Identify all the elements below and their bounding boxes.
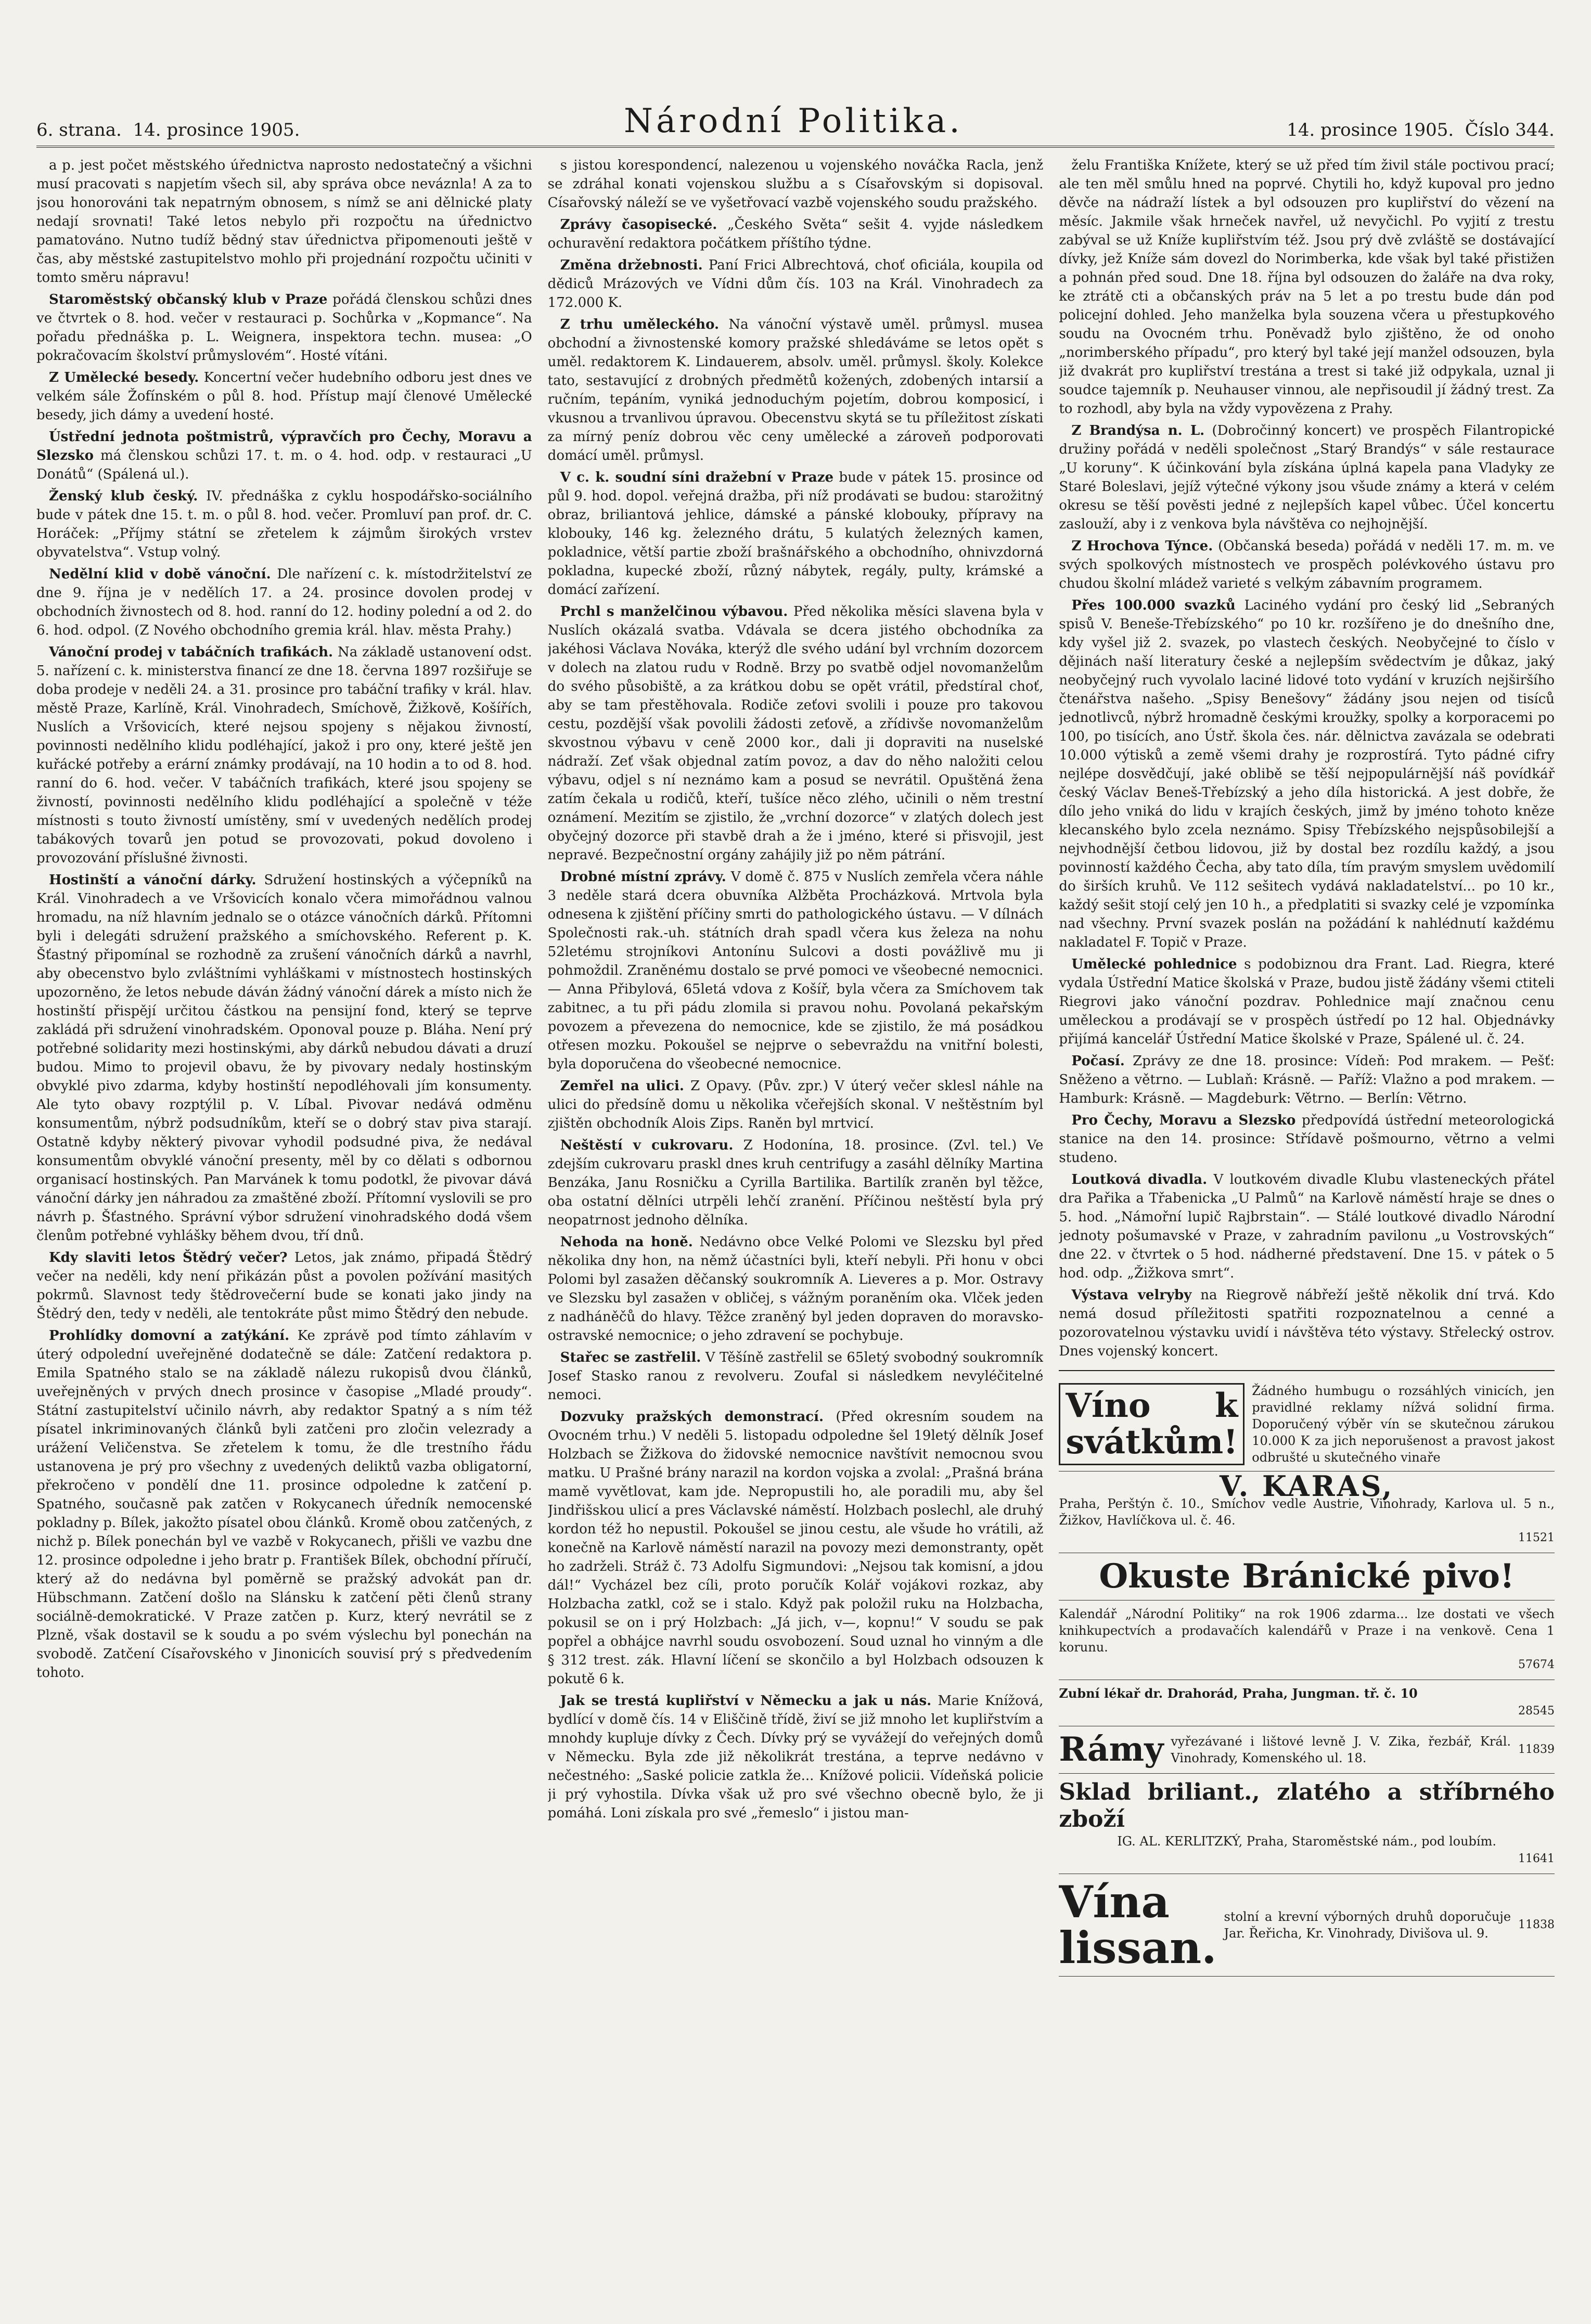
article-heading: Výstava velryby: [1071, 1287, 1192, 1303]
article-heading: Umělecké pohlednice: [1071, 957, 1237, 972]
article-heading: Kdy slaviti letos Štědrý večer?: [49, 1250, 288, 1266]
article-text: Marie Knížová, bydlící v domě čís. 14 v Eliščině třídě, živí se již mnoho let kupliřstvím a mnohdy kupluje dívky z Čech. Dívky prý se vyvážejí do veřejných domů v Německu. Byla zde již několikrát trestána, a teprve nedávno v nečestného: „Saské policie zatkla že... Knížové policii. Vídeňská policie ji prý vyhostila. Dívka však už pro své všechno obecně bylo, že ji pomáhá. Loni získala pro své „řemeslo“ i jistou man-: [547, 1693, 1044, 1821]
article-text: V Těšíně zastřelil se 65letý svobodný soukromník Josef Stasko ranou z revolveru. Zoufal si následkem nevyléčitelné nemoci.: [547, 1350, 1044, 1403]
article-heading: Ženský klub český.: [49, 488, 198, 504]
article-heading: Nedělní klid v době vánoční.: [49, 566, 271, 582]
article-text: s podobiznou dra Frant. Lad. Riegra, které vydala Ústřední Matice školská v Praze, budou jistě žádány všemi ctiteli Riegrovi jako vánoční pozdrav. Pohlednice mají značnou cenu uměleckou a prodávají se v prospěch ústředí po 12 hal. Objednávky přijímá kancelář Ústřední Matice školské v Praze, Spálené ul. č. 24.: [1059, 957, 1555, 1047]
article-text: V loutkovém divadle Klubu vlasteneckých přátel dra Pařika a Třabenicka „U Palmů“ na Karlově náměstí hraje se dnes o 5. hod. „Námořní lupič Rajbrstain“. — Stálé loutkové divadlo Národní jednoty pošumavské v Praze, v zahradním pavilonu „u Vostrovských“ dne 22. v čtvrtek o 5 hod. nádherné představení. Dne 15. v pátek o 5 hod. odp. „Žižkova smrt“.: [1059, 1172, 1555, 1281]
issue-number: Číslo 344.: [1465, 120, 1555, 140]
ad-ramy-code: 11839: [1518, 1743, 1555, 1756]
header-date: 14. prosince 1905.: [133, 120, 300, 140]
article-paragraph: [548, 1077, 1044, 1133]
article-paragraph: [36, 487, 532, 562]
article-text: Laciného vydání pro český lid „Sebraných spisů V. Beneše-Třebízského“ po 10 kr. rozšířeno je do dnešního dne, kdy vyšel již 2. svazek, po vlastech českých. Neobyčejné to číslo v dějinách naší literatury české a nejlepším svědectvím je důkaz, jaký neobyčejný ruch vyvolalo laciné lidové toto vydání v kruzích nejširšího čtenářstva našeho. „Spisy Benešovy“ žádány jsou nejen od tisíců jednotlivců, nýbrž hromadně českými kroužky, spolky a korporacemi po 100, po tisících, ano Ústř. škola čes. nár. dělnictva zavázala se odebrati 10.000 výtisků a země všemi drahy je rozprostírá. Tyto pádné cifry nejlépe dosvědčují, jaké oblibě se těší nejpopulárnější náš povídkář český Václav Beneš-Třebízský a jeho díla historická. A jest dobře, že dílo jeho vniká do lidu v krajích českých, jimž by jméno tohoto kněze klecanského bylo zcela neznámo. Spisy Třebízského nejspůsobilejší a nejvhodnější četbou lidovou, již by dostal bez rozdílu každý, a jsou povinností každého Čecha, aby tato díla, tím pravým smyslem uvědomilí do širších kruhů. Ve 112 sešitech vydává nakladatelství... po 10 kr., každý sešit stojí celý jen 10 h., a předplatiti si svazky celé je vzpomínka nad všechny. První svazek poslán na požádání k nahlédnutí každému nakladatel F. Topič v Praze.: [1059, 598, 1555, 950]
article-text: Z Hodonína, 18. prosince. (Zvl. tel.) Ve zdejším cukrovaru praskl dnes kruh centrifugy a zasáhl dělníky Martina Benzáka, Janu Rosničku a Cyrilla Bartilika. Bartilík zraněn byl těžce, oba ostatní dělníci utrpěli lehčí zranění. Příčinou neštěstí byla prý neopatrnost jednoho dělníka.: [547, 1138, 1044, 1228]
article-text: (Občanská beseda) pořádá v neděli 17. m. m. ve svých spolkových místnostech ve prospěch polévkového ústavu pro chudou školní mládež varieté s velkým zábavním programem.: [1059, 538, 1555, 591]
ad-karas-text: Praha, Perštýn č. 10., Smíchov vedle Austrie, Vinohrady, Karlova ul. 5 n., Žižkov, Havlíčkova ul. č. 46.: [1059, 1496, 1555, 1528]
ad-zubni-code: 28545: [1518, 1705, 1555, 1718]
article-paragraph: [36, 428, 532, 484]
ad-karas: [1059, 1471, 1555, 1553]
article-paragraph: [36, 1248, 532, 1323]
ad-sklad: [1059, 1774, 1555, 1874]
ad-sklad-code: 11641: [1518, 1852, 1555, 1865]
article-paragraph: [548, 1408, 1044, 1688]
ad-karas-title: V. KARAS,: [1220, 1469, 1394, 1503]
article-heading: Staroměstský občanský klub v Praze: [49, 292, 328, 307]
article-text: Před několika měsíci slavena byla v Nuslích okázalá svatba. Vdávala se dcera jistého obchodníka za jakéhosi Václava Nováka, kterýž dle svého udání byl vrchním dozorcem v dolech na zlatou rudu v Rodně. Brzy po svatbě odjel novomanželům do svého působiště, a za krátkou dobu se opět vrátil, předstíral choť, aby se tam přestěhovala. Rodiče zeťovi svolili i pouze pro takovou cestu, pozdější však povolili žádosti zeťově, a zřídivše novomanželům skvostnou výbavu v ceně 2000 kor., dali ji dopraviti na nuselské nádraží. Zeť však objednal zatím povoz, a dav do něho naložiti celou výbavu, odjel s ní neznámo kam a posud se nevrátil. Opuštěná žena zatím čekala u rodičů, kteří, tušíce něco zlého, učinili o něm trestní oznámení. Mezitím se zjistilo, že „vrchní dozorce“ v zlatých dolech jest obyčejný dozorce při stavbě drah a že i jméno, které si přisvojil, jest nepravé. Bezpečnostní orgány zahájily již po něm pátrání.: [547, 604, 1044, 863]
column-3-articles: [1059, 156, 1555, 1361]
ad-zubni: [1059, 1680, 1555, 1726]
article-heading: Dozvuky pražských demonstrací.: [560, 1409, 824, 1425]
article-paragraph: [1059, 955, 1555, 1049]
article-paragraph: [36, 156, 532, 287]
article-heading: Hostinští a vánoční dárky.: [49, 872, 256, 888]
article-paragraph: [548, 1233, 1044, 1345]
article-columns: [36, 156, 1555, 2262]
article-text: Dle nařízení c. k. místodržitelství ze dne 9. října je v nedělích 17. a 24. prosince dovolen prodej v obchodních živnostech od 8. hod. ranní do 12. hodiny polední a od 2. do 6. hod. odpol. (Z Nového obchodního gremia král. hlav. města Prahy.): [36, 566, 532, 638]
article-heading: Jak se trestá kupliřství v Německu a jak u nás.: [560, 1693, 932, 1709]
article-text: Zprávy ze dne 18. prosince: Vídeň: Pod mrakem. — Pešť: Sněženo a větrno. — Lublaň: Krásně. — Paříž: Vlažno a pod mrakem. — Hamburk: Krásně. — Magdeburk: Větrno. — Berlín: Větrno.: [1059, 1053, 1555, 1106]
article-paragraph: [36, 565, 532, 640]
article-text: Nedávno obce Velké Polomi ve Slezsku byl před několika dny hon, na němž účastníci byli, kteří nebyli. Při honu v obci Polomi byl zasažen děčanský soukromník A. Lieveres a p. Mor. Ostravy ve Slezsku byl zasažen v obličej, s vážným poraněním oka. Vlček jeden z nadháněčů do hlavy. Těžce zraněný byl jeden dopraven do moravsko-ostravské nemocnice; o jeho zdravení se pochybuje.: [547, 1234, 1044, 1344]
article-paragraph: [548, 256, 1044, 312]
article-paragraph: [1059, 156, 1555, 418]
article-heading: Loutková divadla.: [1071, 1172, 1208, 1187]
article-heading: Nehoda na honě.: [560, 1234, 693, 1250]
article-text: pořádá členskou schůzi dnes ve čtvrtek o 8. hod. večer v restauraci p. Sochůrka v „Kopmance“. Na pořadu přednáška p. L. Weignera, inspektora techn. musea: „O pokračovacím školství průmyslovém“. Hosté vítáni.: [36, 292, 532, 364]
article-text: a p. jest počet městského úřednictva naprosto nedostatečný a všichni musí pracovati s napjetím všech sil, aby správa obce neváznla! A za to jsou honorováni tak nepatrným obnosem, s nímž se ani dělnické platy nedají srovnati! Také letos nebylo při rozpočtu na úřednictvo pamatováno. Nutno tudíž bědný stav úřednictva připomenouti ještě v čas, aby městské zastupitelstvo mohlo při projednání rozpočtu učiniti v tomto směru nápravu!: [36, 158, 532, 286]
column-3: [1059, 156, 1555, 2262]
header-date-right: 14. prosince 1905.: [1287, 120, 1454, 140]
masthead-title: Národní Politika.: [623, 102, 963, 140]
article-paragraph: [36, 871, 532, 1245]
article-heading: Prohlídky domovní a zatýkání.: [49, 1328, 290, 1344]
ad-ramy-title: Rámy: [1059, 1730, 1164, 1769]
column-2: [548, 156, 1044, 2262]
article-heading: Prchl s manželčinou výbavou.: [560, 604, 788, 619]
article-heading: Drobné místní zprávy.: [560, 869, 726, 885]
article-text: Na základě ustanovení odst. 5. nařízení c. k. ministerstva financí ze dne 18. června 1897 rozšiřuje se doba prodeje v neděli 24. a 31. prosince pro tabáční trafiky v král. hlav. městě Praze, Karlíně, Král. Vinohradech, Smíchově, Žižkově, Košířích, Nuslích a Vršovicích, které nejsou spojeny s nějakou živností, povinnosti nedělního klidu podléhající, jakož i pro ony, které ještě jen kuřácké potřeby a erární známky prodávají, na 10 hodin a to od 8. hod. ranní do 6. hod. večer. V tabáčních trafikách, které jsou spojeny se živností, povinnosti nedělního klidu podléhající a společně v téže místnosti s touto živností umístěny, smí v uvedených nedělích prodej tabákových tovarů jen potud se provozovati, pokud dovoleno i provozování příslušné živnosti.: [36, 644, 532, 866]
article-text: Koncertní večer hudebního odboru jest dnes ve velkém sále Žofínském o půl 8. hod. Přístup mají členové Umělecké besedy, jich dámy a uvedení hosté.: [36, 370, 532, 423]
article-paragraph: [36, 368, 532, 424]
article-paragraph: [1059, 1111, 1555, 1167]
article-heading: Stařec se zastřelil.: [560, 1350, 701, 1365]
article-heading: Vánoční prodej v tabáčních trafikách.: [49, 644, 333, 660]
article-text: předpovídá ústřední meteorologická stanice na den 14. prosince: Střídavě pošmourno, větrno a velmi studeno.: [1059, 1113, 1555, 1166]
article-text: Na vánoční výstavě uměl. průmysl. musea obchodní a živnostenské komory pražské shledáváme se letos opět s uměl. redaktorem K. Lindauerem, absolv. uměl. průmysl. školy. Kolekce tato, sestavující z drobných předmětů kožených, zdobených intarsií a ručním, tepáním, vyniká jednoduchým pojetím, dobrou komposicí, i vkusnou a trvanlivou úpravou. Obecenstvu skytá se tu příležitost získati za mírný peníz dobrou věc ceny umělecké a zároveň podporovati domácí uměl. průmysl.: [547, 317, 1044, 463]
article-paragraph: [36, 1326, 532, 1682]
article-paragraph: [1059, 421, 1555, 534]
article-paragraph: [1059, 537, 1555, 593]
article-heading: Zemřel na ulici.: [560, 1078, 684, 1094]
page-header: [36, 94, 1555, 148]
ad-sklad-text: IG. AL. KERLITZKÝ, Praha, Staroměstské nám., pod loubím.: [1117, 1834, 1496, 1849]
article-text: Sdružení hostinských a výčepníků na Král. Vinohradech a ve Vršovicích konalo včera mimořádnou valnou hromadu, na níž hlavním jednalo se o otázce vánočních dárků. Přítomni byli i delegáti sdružení pražského a smíchovského. Referent p. K. Šťastný připomínal se rozhodně za zrušení vánočních dárků a navrhl, aby obecenstvo bylo zvláštními vyhláškami v místnostech hostinských upozorněno, že letos nebude dáván žádný vánoční dárek a místo nich že hostinští přispějí určitou částkou na pensijní fond, který se teprve zakládá při sdružení vinohradském. Oponoval pouze p. Bláha. Není prý potřebné solidarity mezi hostinskými, aby dárků nebudou dávati a druzí budou. Mimo to projevil obavu, že by pivovary nedaly hostinským obvyklé pivo zdarma, kdyby hostinští nepodléhovali jím konsumenty. Ale tyto obavy rozptýlil p. V. Líbal. Pivovar nedává odměnu konsumentům, nýbrž podsudníkům, kteří se o dobrý stav piva starají. Ostatně kdyby některý pivovar vyhodil podsudné piva, že nedával konsumentům obvyklé vánoční presenty, měl by co dělati s odbornou organisací hostinských. Pan Marvánek k tomu podotkl, že pivovar dává vánoční dárky jen náhradou za zmaštěné zboží. Přítomní vyslovili se pro návrh p. Šťastného. Správní výbor sdružení vinohradského dodá všem členům potřebné vyhlášky během dvou, tří dnů.: [36, 872, 532, 1244]
article-paragraph: [548, 468, 1044, 599]
ad-pivo-title: Okuste Bránické pivo!: [1099, 1557, 1515, 1596]
article-text: má členskou schůzi 17. t. m. o 4. hod. odp. v restauraci „U Donátů“ (Spálená ul.).: [36, 448, 532, 482]
article-text: V domě č. 875 v Nuslích zemřela včera náhle 3 neděle stará dcera obuvníka Alžběta Procházková. Mrtvola byla odnesena k zjištění příčiny smrti do pathologického ústavu. — V dílnách Společnosti rak.-uh. státních drah spadl včera kus železa na nohu 52letému strojníkovi Antonínu Sulcovi a dosti povážlivě mu ji pohmoždil. Zraněnému dostalo se prvé pomoci ve všeobecné nemocnici. — Anna Přibylová, 65letá vdova z Košíř, byla včera za Smíchovem tak zabitnec, a tu při pádu zlomila si pravou nohu. Povolaná pekařským povozem a převezena do nemocnice, kde se zjistilo, že má posádkou otřesen mozku. Pokoušel se nejprve o sebevraždu na vnitřní bolesti, byla doporučena do všeobecné nemocnice.: [547, 869, 1044, 1072]
article-paragraph: [548, 215, 1044, 253]
ad-lissan-code: 11838: [1518, 1918, 1555, 1931]
article-heading: Pro Čechy, Moravu a Slezsko: [1071, 1113, 1296, 1128]
article-text: (Dobročinný koncert) ve prospěch Filantropické družiny pořádá v neděli společnost „Starý Brandýs“ v sále restaurace „U koruny“. K účinkování byla získána úplná kapela pana Vladyky ze Staré Boleslavi, jejíž výtečné výkony jsou všude známy a která v celém okresu se těší pověsti jedné z nejlepších kapel vůbec. Účel koncertu zaslouží, aby i z venkova byla návštěva co nejhojnější.: [1059, 423, 1555, 532]
article-heading: Z Umělecké besedy.: [49, 370, 199, 385]
article-paragraph: [36, 290, 532, 365]
ad-zubni-text: Zubní lékař dr. Drahorád, Praha, Jungman. tř. č. 10: [1059, 1686, 1418, 1701]
ad-sklad-title: Sklad briliant., zlatého a stříbrného zboží: [1059, 1779, 1555, 1832]
article-text: (Před okresním soudem na Ovocném trhu.) V neděli 5. listopadu odpoledne šel 19letý dělník Josef Holzbach se Žižkova do židovské nemocnice navštívit nemocnou svou matku. U Prašné brány narazil na kordon vojska a zvolal: „Prašná brána mamě vyvětlovat, kam jde. Nepropustili ho, ale poradili mu, aby šel Jindřišskou ulicí a pres Václavské náměstí. Holzbach poslechl, ale druhý kordon též ho nepustil. Pokoušel se jinou cestu, ale všude ho vrátili, až konečně na Karlově náměstí narazil na povozy mezi demonstranty, opět ho zadrželi. Stráž č. 73 Adolfu Sigmundovi: „Nejsou tak komisní, a jdou dál!“ Vycházel bez cíli, proto poručík Kolář vojákovi rozkaz, aby Holzbacha zatkl, což se i stalo. Když pak položil ruku na Holzbacha, pokusil se on i prý Holzbach: „Já jich, v—, kopnu!“ V soudu se pak popřel a obhájce navrhl soudu osvobození. Soud uznal ho vinným a dle § 312 trest. zák. Hlavní líčení se skončilo a byl Holzbach odsouzen k pokutě 6 k.: [547, 1409, 1044, 1687]
page-number: 6. strana.: [36, 120, 122, 140]
ad-vino-text: Žádného humbugu o rozsáhlých vinicích, jen pravidlné reklamy nížvá solidní firma. Doporučený výběr vín se skutečnou zárukou 10.000 K za jich neporušenost a pravost jakost odbrušté u skutečného vinaře: [1252, 1384, 1555, 1465]
article-text: Letos, jak známo, připadá Štědrý večer na neděli, kdy není přikázán půst a povolen požívání masitých pokrmů. Slavnost tedy štědrovečerní bude se konati jako jindy na Štědrý den, tedy v neděli, ale tentokráte půst mimo Štědrý den nebude.: [36, 1250, 532, 1322]
ad-pivo: [1059, 1553, 1555, 1600]
article-text: na Riegrově nábřeží ještě několik dní trvá. Kdo nemá dosud příležitosti spatřiti rozpoznatelnou a cenné a pozorovatelnou výstavku uvidí i návštěva této výstavy. Střelecký ostrov. Dnes vojenský koncert.: [1059, 1287, 1555, 1359]
article-paragraph: [548, 1692, 1044, 1823]
article-paragraph: [1059, 1170, 1555, 1283]
article-paragraph: [548, 868, 1044, 1074]
ad-vino: [1059, 1377, 1555, 1471]
article-heading: Přes 100.000 svazků: [1071, 598, 1236, 613]
ad-kalendar-code: 57674: [1518, 1658, 1555, 1671]
article-paragraph: [548, 315, 1044, 465]
column-1: [36, 156, 532, 2262]
article-heading: Počasí.: [1071, 1053, 1125, 1069]
article-text: s jistou korespondencí, nalezenou u vojenského nováčka Racla, jenž se zdráhal konati vojenskou službu a s Císařovským si dopisoval. Císařovský náleží se ve vyšetřovací vazbě vojenského soudu pražského.: [547, 158, 1044, 211]
article-paragraph: [548, 602, 1044, 864]
article-heading: Z Hrochova Týnce.: [1071, 538, 1213, 554]
article-heading: Zprávy časopisecké.: [560, 217, 717, 233]
article-heading: Neštěstí v cukrovaru.: [560, 1138, 734, 1153]
advertisements: [1059, 1370, 1555, 1977]
article-text: Z Opavy. (Pův. zpr.) V úterý večer sklesl náhle na ulici do předsíně domu u několika včeřejších skonal. V neštěstním byl zjištěn obchodník Alois Zips. Raněn byl mrtvicí.: [547, 1078, 1044, 1131]
article-text: Paní Frici Albrechtová, choť oficiála, koupila od dědiců Mrázových ve Vídni dům čís. 103 na Král. Vinohradech za 172.000 K.: [547, 257, 1044, 311]
article-text: bude v pátek 15. prosince od půl 9. hod. dopol. veřejná dražba, při níž prodávati se budou: starožitný obraz, briliantová jehlice, dámské a pánské klobouky, přípravy na klobouky, 146 kg. železného drátu, 5 kulatých železných kamen, pokladnice, větší partie zboží brašnářského a obchodního, ohnivzdorná pokladna, kupecké zboží, různý nábytek, regály, pulty, krámské a domácí zařízení.: [547, 470, 1044, 598]
article-text: želu Františka Knížete, který se už před tím živil stále poctivou prací; ale ten měl smůlu hned na poprvé. Chytili ho, když kupoval pro jedno děvče na nádraží lístek a byl odsouzen pro kupliřství do vězení na měsíc. Jakmile však hrneček navřel, už nevyčichl. Po vyjití z trestu zabýval se už Kníže kupliřstvím též. Jsou prý dvě zvláště se dostávající dívky, jež Kníže sám dovezl do Norimberka, kde však byl také přistižen a pohnán před soud. Dne 18. října byl odsouzen do žaláře na dva roky, ke ztrátě cti a občanských práv na 5 let a po trestu bude dán pod policejní dohled. Jeho manželka byla souzena včera u přestupkového soudu na Ovocném trhu. Poněvadž bylo zjištěno, že od onoho „norimberského případu“, pro který byl také její manžel odsouzen, byla již dvakrát pro kupliřství trestána a trest si také již odpykala, uznal ji soudce tajemník p. Neuhauser vinnou, ale nepřisoudil jí žádný trest. Za to rozhodl, aby byla na vždy vypovězena z Prahy.: [1059, 158, 1555, 417]
ad-ramy: [1059, 1726, 1555, 1774]
article-heading: Z trhu uměleckého.: [560, 317, 720, 332]
ad-lissan: [1059, 1874, 1555, 1977]
ad-kalendar-text: Kalendář „Národní Politiky“ na rok 1906 zdarma... lze dostati ve všech knihkupectvích a prodavačích kalendářů v Praze i na venkově. Cena 1 korunu.: [1059, 1607, 1555, 1655]
article-paragraph: [1059, 596, 1555, 952]
ad-ramy-text: vyřezávané i lištové levně J. V. Zika, řezbář, Král. Vinohrady, Komenského ul. 18.: [1171, 1734, 1511, 1765]
article-text: IV. přednáška z cyklu hospodářsko-sociálního bude v pátek dne 15. t. m. o půl 8. hod. večer. Promluví pan prof. dr. C. Horáček: „Příjmy státní se zřetelem k zájmům širokých vrstev obyvatelstva“. Vstup volný.: [36, 488, 532, 560]
ad-kalendar: [1059, 1600, 1555, 1680]
article-text: Ke zprávě pod tímto záhlavím v úterý odpolední uveřejněné dodatečně se dále: Zatčení redaktora p. Emila Spatného stalo se na základě nálezu rukopisů dvou článků, uveřejněných v prvých dnech prosince v časopise „Mladé proudy“. Státní zastupitelství učinilo návrh, aby redaktor Spatný a s ním též písatel inkriminovaných článků byli zatčeni pro zločin velezrady a urážení Veličenstva. Se zřetelem k tomu, že dle trestního řádu ustanovena je prý pro všechny z uvedených deliktů vazba obligatorní, překročeno v pondělí dne 11. prosince odpoledne k zatčení p. Spatného, současně pak zatčen v Rokycanech úředník nemocenské pokladny p. Bílek, jakožto písatel obou článků. Kromě obou zatčených, z nichž p. Bílek ponechán byl ve vazbě v Rokycanech, přišli ve vazbu dne 12. prosince odpoledne i jeho bratr p. František Bílek, obchodní příručí, který až do nedávna byl poměrně se pražský advokát pan dr. Hübschmann. Zatčení došlo na Slánsku k zatčení pěti členů strany sociálně-demokratické. V Praze zatčen p. Kurz, který nevrátil se z Plzně, však dostavil se k soudu a po svém výslechu byl ponechán na svobodě. Zatčení Císařovského v Jinonicích souvisí prý s předvedením tohoto.: [36, 1328, 532, 1681]
article-text: „Českého Světa“ sešit 4. vyjde následkem ochuravění redaktora počátkem příštího týdne.: [547, 217, 1044, 251]
article-paragraph: [548, 1348, 1044, 1404]
ad-karas-code: 11521: [1518, 1531, 1555, 1544]
ad-vino-title: Víno k svátkům!: [1059, 1383, 1244, 1465]
article-heading: V c. k. soudní síni dražební v Praze: [560, 470, 834, 485]
article-paragraph: [548, 1136, 1044, 1230]
article-heading: Ústřední jednota poštmistrů, výpravčích pro Čechy, Moravu a Slezsko: [36, 429, 532, 463]
article-paragraph: [1059, 1286, 1555, 1361]
ad-lissan-text: stolní a krevní výborných druhů doporučuje Jar. Řeřicha, Kr. Vinohrady, Divišova ul. 9.: [1224, 1909, 1511, 1941]
article-paragraph: [1059, 1052, 1555, 1108]
article-heading: Změna držebnosti.: [560, 257, 703, 273]
article-heading: Z Brandýsa n. L.: [1071, 423, 1205, 438]
ad-lissan-title: Vína lissan.: [1059, 1876, 1217, 1973]
article-paragraph: [36, 643, 532, 868]
article-paragraph: [548, 156, 1044, 212]
